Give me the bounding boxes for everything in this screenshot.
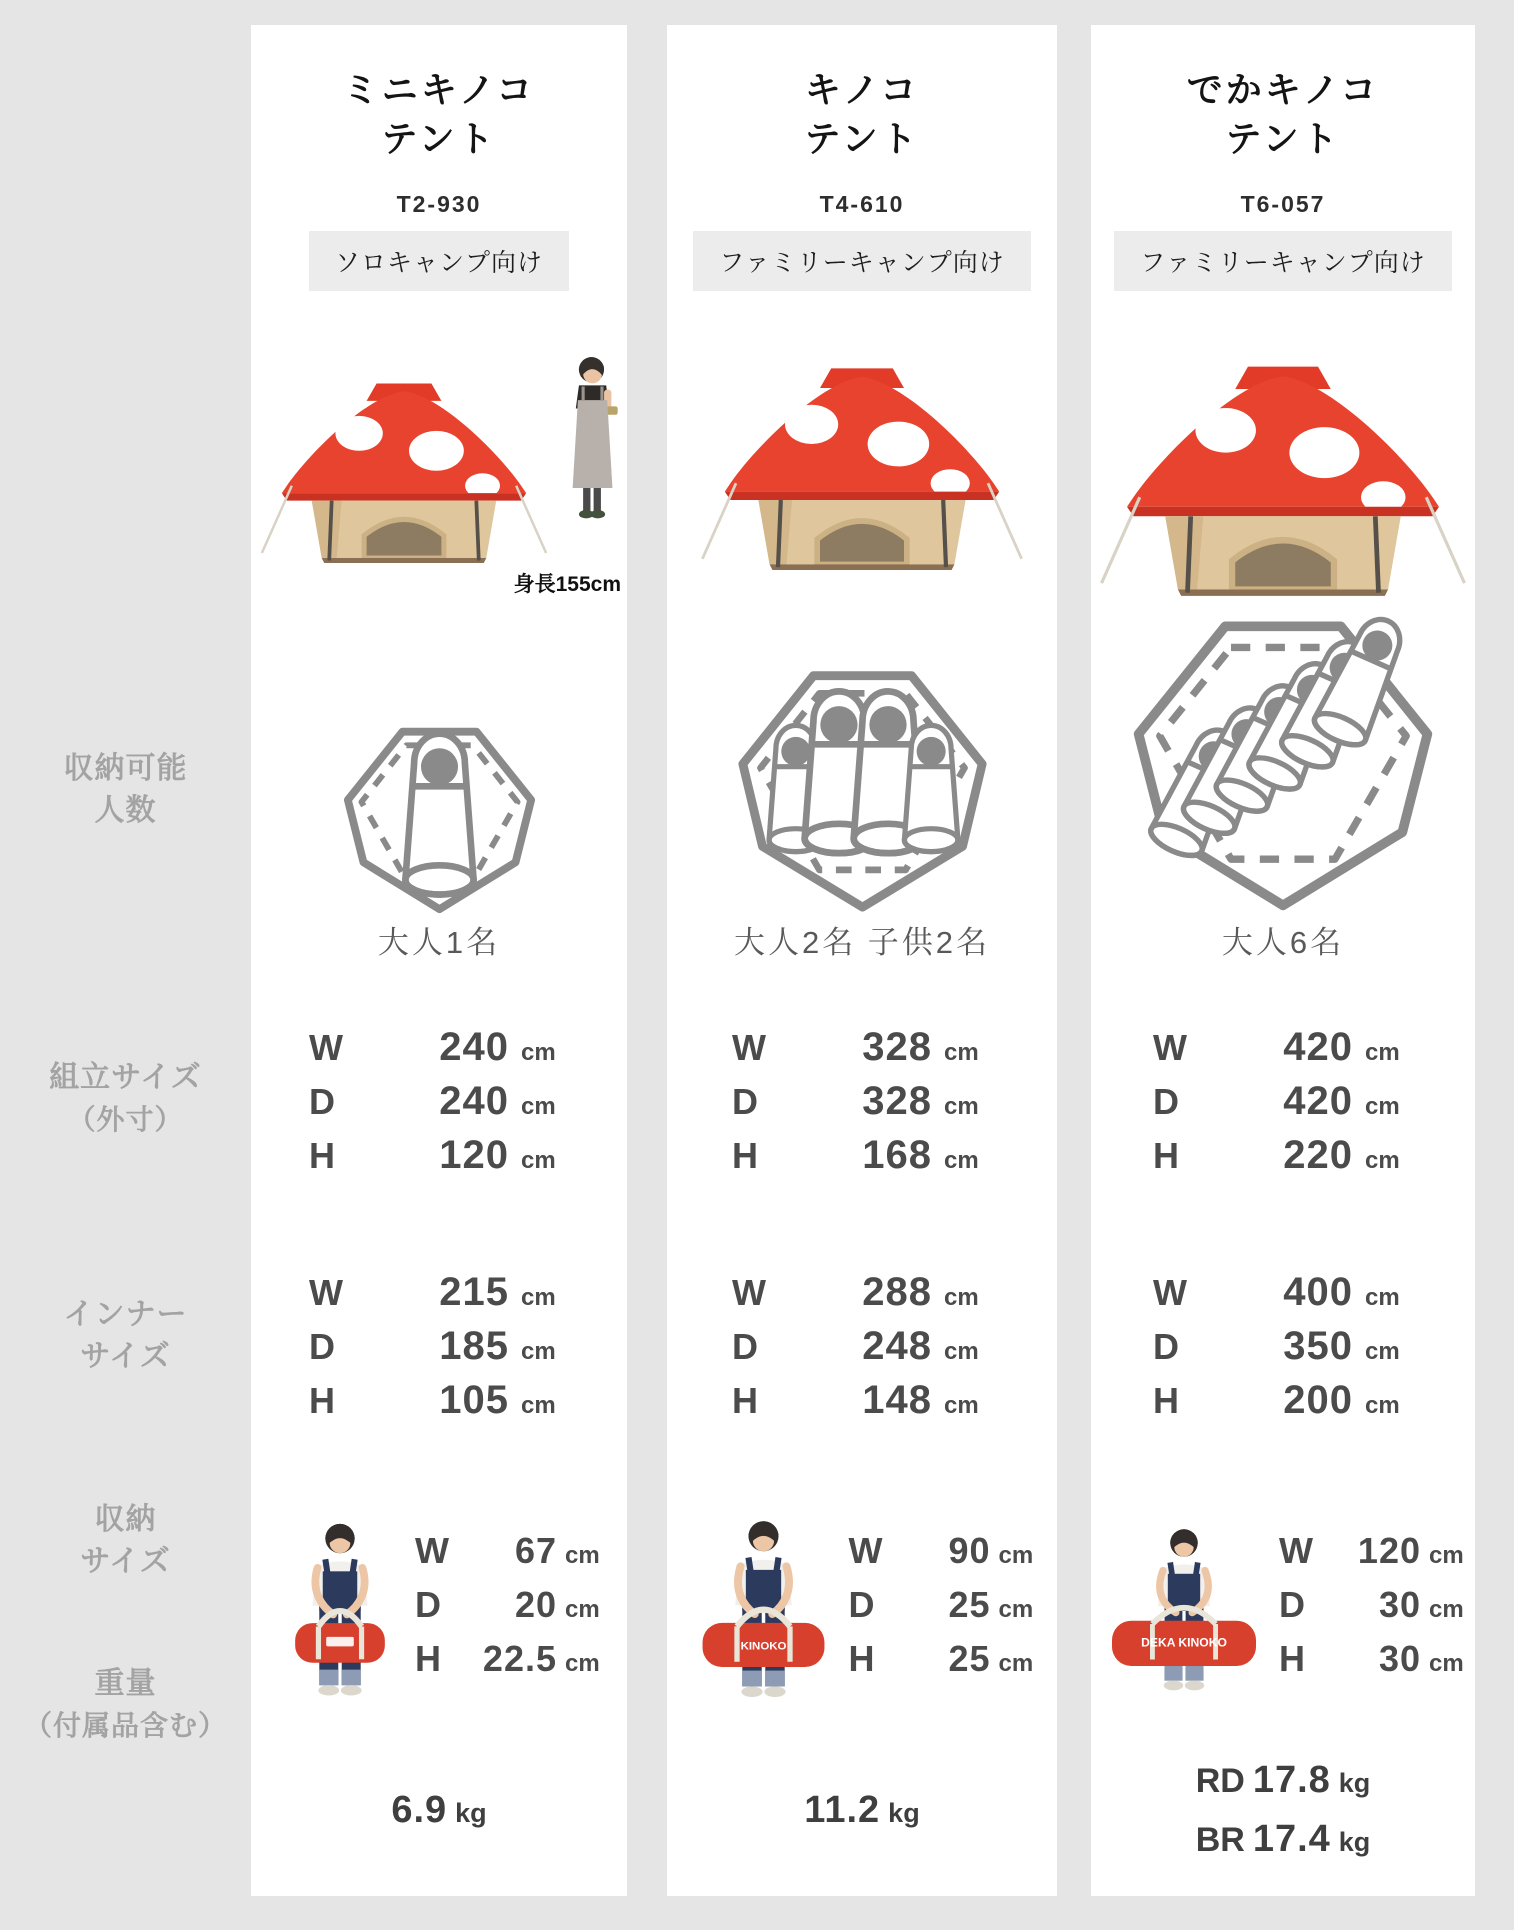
dim-unit: cm bbox=[944, 1093, 979, 1120]
storage-size-row bbox=[667, 1503, 1057, 1718]
weight-value-line bbox=[1196, 1818, 1371, 1861]
row-label-assembled-size: 組立サイズ （外寸） bbox=[49, 1061, 202, 1135]
weight-value: 11.2 bbox=[804, 1788, 881, 1831]
dim-letter: D bbox=[415, 1583, 441, 1625]
dim-unit: cm bbox=[1365, 1338, 1400, 1365]
dim-letter: W bbox=[848, 1529, 883, 1571]
dim-unit: cm bbox=[521, 1147, 556, 1174]
dim-unit: cm bbox=[1429, 1595, 1464, 1623]
tent-photo bbox=[1092, 357, 1474, 596]
dim-unit: cm bbox=[521, 1039, 556, 1066]
dim-letter: W bbox=[1279, 1529, 1313, 1571]
weight-unit: kg bbox=[888, 1797, 920, 1828]
inner-size-specs bbox=[1091, 1270, 1475, 1432]
dim-letter: H bbox=[1153, 1380, 1179, 1421]
dim-letter: H bbox=[848, 1637, 875, 1679]
storage-size-row bbox=[1091, 1503, 1475, 1718]
spec-row-depth bbox=[1279, 1584, 1471, 1638]
dim-unit: cm bbox=[944, 1392, 979, 1419]
row-label-inner-size: インナー サイズ bbox=[63, 1298, 188, 1373]
dim-unit: cm bbox=[521, 1093, 556, 1120]
spec-row-depth bbox=[849, 1584, 1041, 1638]
storage-size-specs bbox=[1279, 1530, 1471, 1692]
usage-badge: ソロキャンプ向け bbox=[309, 231, 569, 291]
spec-row-height bbox=[251, 1378, 627, 1432]
product-title: ミニキノコ テント bbox=[342, 69, 536, 159]
dim-value: 25 bbox=[948, 1637, 991, 1679]
capacity-text: 大人6名 bbox=[1221, 925, 1345, 960]
dim-value: 328 bbox=[862, 1079, 932, 1123]
dim-unit: cm bbox=[521, 1338, 556, 1365]
dim-unit: cm bbox=[998, 1541, 1034, 1569]
weight-unit: kg bbox=[1338, 1768, 1371, 1798]
spec-row-depth bbox=[415, 1584, 607, 1638]
product-card-deka-kinoko-tent bbox=[1091, 25, 1475, 1896]
product-card-mini-kinoko-tent bbox=[251, 25, 627, 1896]
dim-letter: W bbox=[415, 1529, 449, 1571]
dim-letter: W bbox=[309, 1272, 343, 1313]
dim-value: 67 bbox=[514, 1529, 557, 1571]
dim-value: 220 bbox=[1283, 1133, 1353, 1177]
weight-value: 17.8 bbox=[1252, 1759, 1331, 1801]
product-title: でかキノコ テント bbox=[1186, 69, 1380, 159]
dim-value: 120 bbox=[439, 1133, 509, 1177]
dim-letter: W bbox=[732, 1027, 766, 1068]
dim-letter: D bbox=[309, 1081, 335, 1122]
dim-unit: cm bbox=[565, 1595, 600, 1623]
dim-letter: D bbox=[1279, 1583, 1305, 1625]
spec-row-depth bbox=[251, 1324, 627, 1378]
capacity-text: 大人1名 bbox=[377, 925, 501, 960]
spec-row-width bbox=[1091, 1270, 1475, 1324]
spec-row-height bbox=[667, 1378, 1057, 1432]
weight-variant-label: RD bbox=[1195, 1762, 1245, 1800]
spec-row-width bbox=[667, 1270, 1057, 1324]
height-reference-person bbox=[558, 354, 625, 532]
tent-photo bbox=[694, 360, 1030, 570]
dim-unit: cm bbox=[1365, 1039, 1400, 1066]
dim-unit: cm bbox=[1429, 1649, 1464, 1677]
weight-variant-label: BR bbox=[1195, 1821, 1245, 1859]
capacity-icon-1-person bbox=[251, 720, 627, 915]
spec-row-height bbox=[251, 1133, 627, 1187]
spec-row-height bbox=[415, 1638, 607, 1692]
dim-unit: cm bbox=[1365, 1093, 1400, 1120]
spec-row-width bbox=[415, 1530, 607, 1584]
dim-value: 22.5 bbox=[482, 1637, 557, 1679]
person-with-storage-bag bbox=[271, 1516, 409, 1706]
assembled-size-specs bbox=[251, 1025, 627, 1187]
dim-unit: cm bbox=[944, 1147, 979, 1174]
weight-unit: kg bbox=[1338, 1827, 1371, 1857]
dim-unit: cm bbox=[1429, 1541, 1464, 1569]
dim-value: 288 bbox=[862, 1270, 932, 1314]
assembled-size-specs bbox=[1091, 1025, 1475, 1187]
dim-unit: cm bbox=[521, 1392, 556, 1419]
spec-row-height bbox=[1279, 1638, 1471, 1692]
capacity-icon-4-persons bbox=[667, 660, 1057, 915]
svg-text:DEKA KINOKO: DEKA KINOKO bbox=[1141, 1635, 1227, 1650]
dim-letter: W bbox=[1153, 1027, 1187, 1068]
dim-letter: H bbox=[1279, 1637, 1305, 1679]
dim-value: 148 bbox=[862, 1378, 932, 1422]
dim-value: 328 bbox=[862, 1025, 932, 1069]
tent-photo bbox=[254, 376, 554, 563]
weight-row bbox=[251, 1740, 627, 1880]
usage-badge: ファミリーキャンプ向け bbox=[1114, 231, 1452, 291]
dim-unit: cm bbox=[1365, 1284, 1400, 1311]
dim-letter: H bbox=[309, 1135, 335, 1176]
product-title: キノコ テント bbox=[804, 69, 920, 159]
capacity-text: 大人2名 子供2名 bbox=[733, 925, 991, 960]
dim-unit: cm bbox=[1365, 1392, 1400, 1419]
spec-row-width bbox=[849, 1530, 1041, 1584]
dim-unit: cm bbox=[998, 1649, 1034, 1677]
capacity-icon-6-persons bbox=[1091, 607, 1475, 915]
row-label-capacity: 収納可能 人数 bbox=[63, 752, 188, 827]
person-with-storage-bag bbox=[1095, 1522, 1273, 1700]
weight-row bbox=[667, 1740, 1057, 1880]
dim-letter: D bbox=[732, 1081, 758, 1122]
dim-unit: cm bbox=[565, 1649, 600, 1677]
dim-unit: cm bbox=[521, 1284, 556, 1311]
spec-row-width bbox=[251, 1270, 627, 1324]
spec-row-depth bbox=[1091, 1079, 1475, 1133]
spec-row-width bbox=[251, 1025, 627, 1079]
spec-row-depth bbox=[1091, 1324, 1475, 1378]
dim-value: 240 bbox=[439, 1079, 509, 1123]
product-photo bbox=[1091, 293, 1475, 608]
dim-value: 168 bbox=[862, 1133, 932, 1177]
product-card-kinoko-tent bbox=[667, 25, 1057, 1896]
storage-size-specs bbox=[849, 1530, 1041, 1692]
weight-value: 6.9 bbox=[391, 1788, 448, 1831]
dim-value: 350 bbox=[1283, 1324, 1353, 1368]
storage-size-specs bbox=[415, 1530, 607, 1692]
product-photo bbox=[667, 293, 1057, 608]
dim-letter: W bbox=[309, 1027, 343, 1068]
spec-row-height bbox=[849, 1638, 1041, 1692]
svg-text:KINOKO: KINOKO bbox=[740, 1640, 786, 1653]
dim-letter: H bbox=[1153, 1135, 1179, 1176]
dim-letter: W bbox=[1153, 1272, 1187, 1313]
dim-value: 20 bbox=[514, 1583, 557, 1625]
dim-value: 420 bbox=[1283, 1079, 1353, 1123]
row-label-storage-size: 収納 サイズ bbox=[80, 1503, 171, 1578]
weight-value: 17.4 bbox=[1252, 1818, 1331, 1860]
dim-letter: H bbox=[309, 1380, 335, 1421]
inner-size-specs bbox=[251, 1270, 627, 1432]
weight-value-line bbox=[804, 1789, 919, 1832]
weight-value-line bbox=[1196, 1759, 1371, 1802]
dim-value: 30 bbox=[1378, 1637, 1421, 1679]
dim-unit: cm bbox=[565, 1541, 600, 1569]
dim-value: 240 bbox=[439, 1025, 509, 1069]
dim-letter: D bbox=[1153, 1326, 1179, 1367]
model-number: T6-057 bbox=[1240, 191, 1326, 217]
usage-badge: ファミリーキャンプ向け bbox=[693, 231, 1031, 291]
dim-letter: H bbox=[415, 1637, 441, 1679]
spec-row-width bbox=[1279, 1530, 1471, 1584]
dim-letter: H bbox=[732, 1380, 758, 1421]
dim-value: 25 bbox=[948, 1583, 991, 1625]
dim-value: 420 bbox=[1283, 1025, 1353, 1069]
spec-row-width bbox=[1091, 1025, 1475, 1079]
dim-value: 215 bbox=[439, 1270, 509, 1314]
spec-row-height bbox=[667, 1133, 1057, 1187]
storage-size-row bbox=[251, 1503, 627, 1718]
dim-value: 400 bbox=[1283, 1270, 1353, 1314]
spec-row-height bbox=[1091, 1378, 1475, 1432]
person-with-storage-bag bbox=[684, 1513, 843, 1708]
dim-value: 185 bbox=[439, 1324, 509, 1368]
dim-value: 120 bbox=[1357, 1529, 1421, 1571]
dim-letter: D bbox=[732, 1326, 758, 1367]
dim-value: 105 bbox=[439, 1378, 509, 1422]
height-caption: 身長155cm bbox=[513, 573, 621, 596]
dim-letter: W bbox=[732, 1272, 766, 1313]
weight-row bbox=[1091, 1740, 1475, 1880]
inner-size-specs bbox=[667, 1270, 1057, 1432]
dim-unit: cm bbox=[1365, 1147, 1400, 1174]
dim-value: 248 bbox=[862, 1324, 932, 1368]
model-number: T2-930 bbox=[396, 191, 482, 217]
spec-row-width bbox=[667, 1025, 1057, 1079]
dim-letter: H bbox=[732, 1135, 758, 1176]
dim-unit: cm bbox=[998, 1595, 1034, 1623]
assembled-size-specs bbox=[667, 1025, 1057, 1187]
dim-value: 200 bbox=[1283, 1378, 1353, 1422]
row-label-weight: 重量 （付属品含む） bbox=[23, 1667, 227, 1741]
weight-unit: kg bbox=[455, 1797, 487, 1828]
dim-unit: cm bbox=[944, 1284, 979, 1311]
dim-value: 30 bbox=[1378, 1583, 1421, 1625]
weight-value-line bbox=[391, 1789, 486, 1832]
dim-letter: D bbox=[848, 1583, 875, 1625]
dim-value: 90 bbox=[948, 1529, 991, 1571]
spec-row-height bbox=[1091, 1133, 1475, 1187]
product-photo bbox=[251, 293, 627, 608]
dim-letter: D bbox=[1153, 1081, 1179, 1122]
dim-unit: cm bbox=[944, 1338, 979, 1365]
spec-row-depth bbox=[251, 1079, 627, 1133]
dim-unit: cm bbox=[944, 1039, 979, 1066]
dim-letter: D bbox=[309, 1326, 335, 1367]
spec-row-depth bbox=[667, 1079, 1057, 1133]
model-number: T4-610 bbox=[819, 191, 905, 217]
spec-row-depth bbox=[667, 1324, 1057, 1378]
